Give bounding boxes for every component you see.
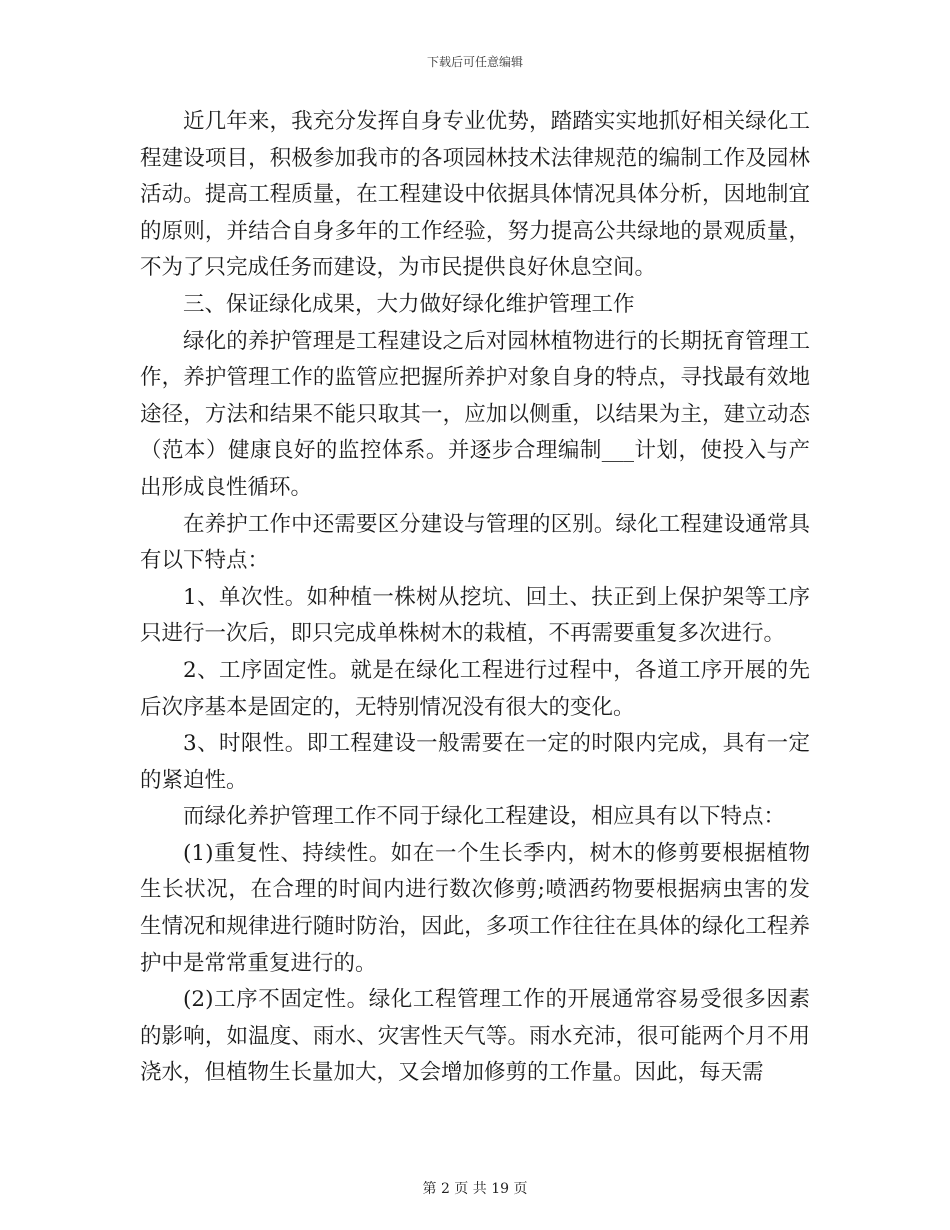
section-heading: 三、保证绿化成果，大力做好绿化维护管理工作 bbox=[183, 291, 635, 317]
list-item: 2、工序固定性。就是在绿化工程进行过程中，各道工序开展的先后次序基本是固定的，无特别情况没有很大的变化。 bbox=[140, 657, 810, 720]
page-footer: 第 2 页 共 19 页 bbox=[422, 1181, 528, 1197]
paragraph: 而绿化养护管理工作不同于绿化工程建设，相应具有以下特点： bbox=[183, 804, 786, 830]
paragraph: 在养护工作中还需要区分建设与管理的区别。绿化工程建设通常具有以下特点： bbox=[140, 511, 810, 574]
list-item: (2)工序不固定性。绿化工程管理工作的开展通常容易受很多因素的影响，如温度、雨水、灾害性天气等。雨水充沛，很可能两个月不用浇水，但植物生长量加大，又会增加修剪的工作量。因此，每天需 bbox=[140, 987, 810, 1086]
list-item: 1、单次性。如种植一株树从挖坑、回土、扶正到上保护架等工序只进行一次后，即只完成单株树木的栽植，不再需要重复多次进行。 bbox=[140, 584, 810, 647]
document-body bbox=[140, 104, 810, 1092]
list-item: (1)重复性、持续性。如在一个生长季内，树木的修剪要根据植物生长状况，在合理的时间内进行数次修剪;喷洒药物要根据病虫害的发生情况和规律进行随时防治，因此，多项工作往往在具体的绿化工程养护中是常常重复进行的。 bbox=[140, 840, 810, 976]
list-item: 3、时限性。即工程建设一般需要在一定的时限内完成，具有一定的紧迫性。 bbox=[140, 731, 810, 793]
paragraph: 绿化的养护管理是工程建设之后对园林植物进行的长期抚育管理工作，养护管理工作的监管应把握所养护对象自身的特点，寻找最有效地途径，方法和结果不能只取其一，应加以侧重，以结果为主，建立动态（范本）健康良好的监控体系。并逐步合理编制___计划，使投入与产出形成良性循环。 bbox=[140, 328, 810, 500]
page-header: 下载后可任意编辑 bbox=[426, 55, 523, 69]
paragraph: 近几年来，我充分发挥自身专业优势，踏踏实实地抓好相关绿化工程建设项目，积极参加我市的各项园林技术法律规范的编制工作及园林活动。提高工程质量，在工程建设中依据具体情况具体分析，因地制宜的原则，并结合自身多年的工作经验，努力提高公共绿地的景观质量，不为了只完成任务而建设，为市民提供良好休息空间。 bbox=[140, 109, 810, 281]
